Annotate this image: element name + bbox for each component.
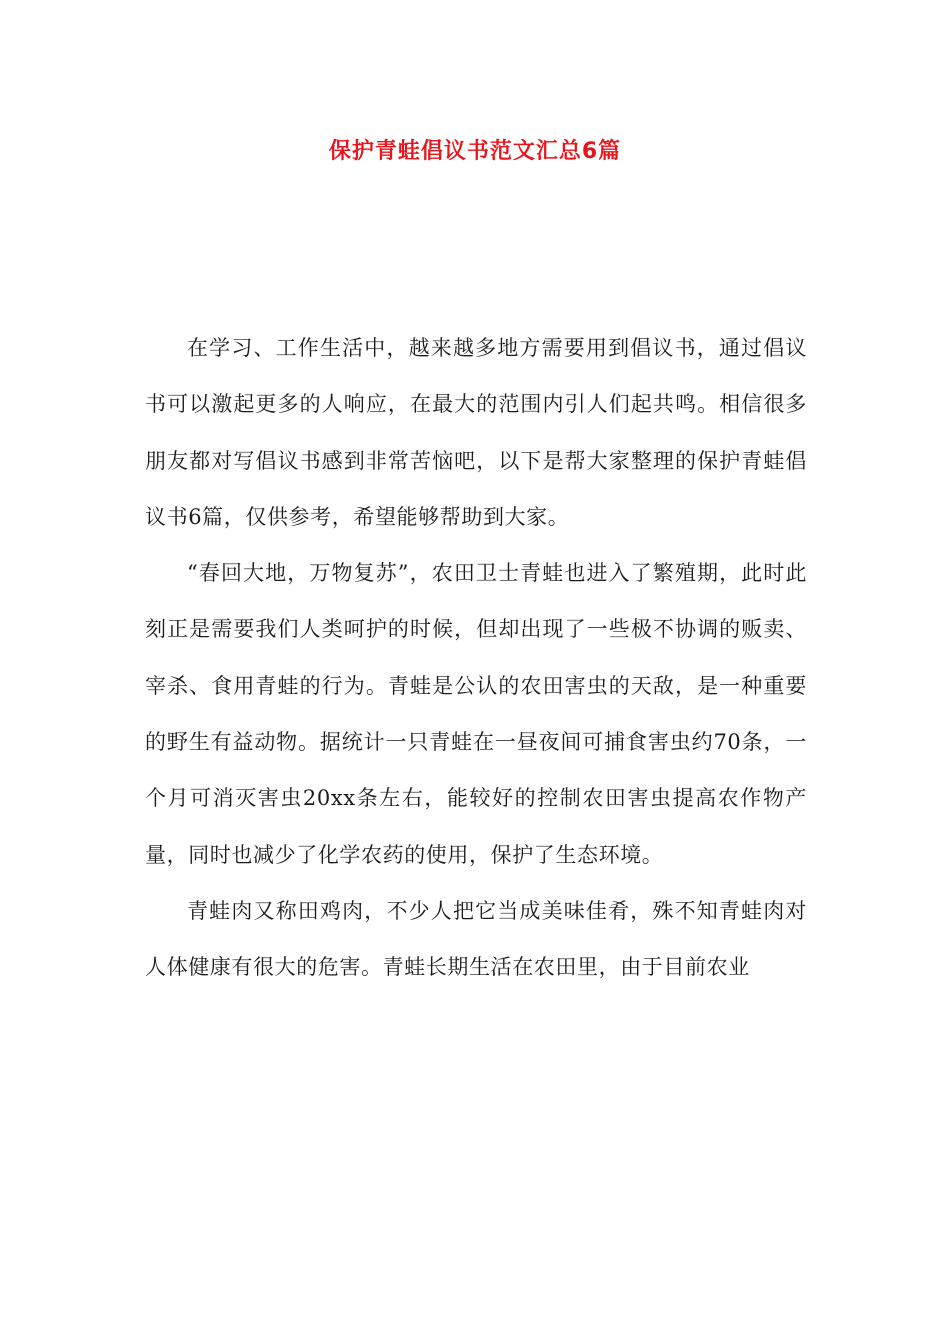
paragraph-intro: 在学习、工作生活中，越来越多地方需要用到倡议书，通过倡议书可以激起更多的人响应，在最大的范围内引人们起共鸣。相信很多朋友都对写倡议书感到非常苦恼吧，以下是帮大家整理的保护青蛙倡议书6篇，仅供参考，希望能够帮助到大家。 bbox=[145, 336, 807, 529]
document-title: 保护青蛙倡议书范文汇总6篇 bbox=[328, 139, 622, 164]
paragraph-spring: “春回大地，万物复苏”，农田卫士青蛙也进入了繁殖期，此时此刻正是需要我们人类呵护的时候，但却出现了一些极不协调的贩卖、宰杀、食用青蛙的行为。青蛙是公认的农田害虫的天敌，是一种重要的野生有益动物。据统计一只青蛙在一昼夜间可捕食害虫约70条，一个月可消灭害虫20xx条左右，能较好的控制农田害虫提高农作物产量，同时也减少了化学农药的使用，保护了生态环境。 bbox=[145, 561, 807, 867]
paragraph-frog-meat: 青蛙肉又称田鸡肉，不少人把它当成美味佳肴，殊不知青蛙肉对人体健康有很大的危害。青蛙长期生活在农田里，由于目前农业 bbox=[145, 898, 807, 980]
document-body bbox=[145, 320, 807, 996]
